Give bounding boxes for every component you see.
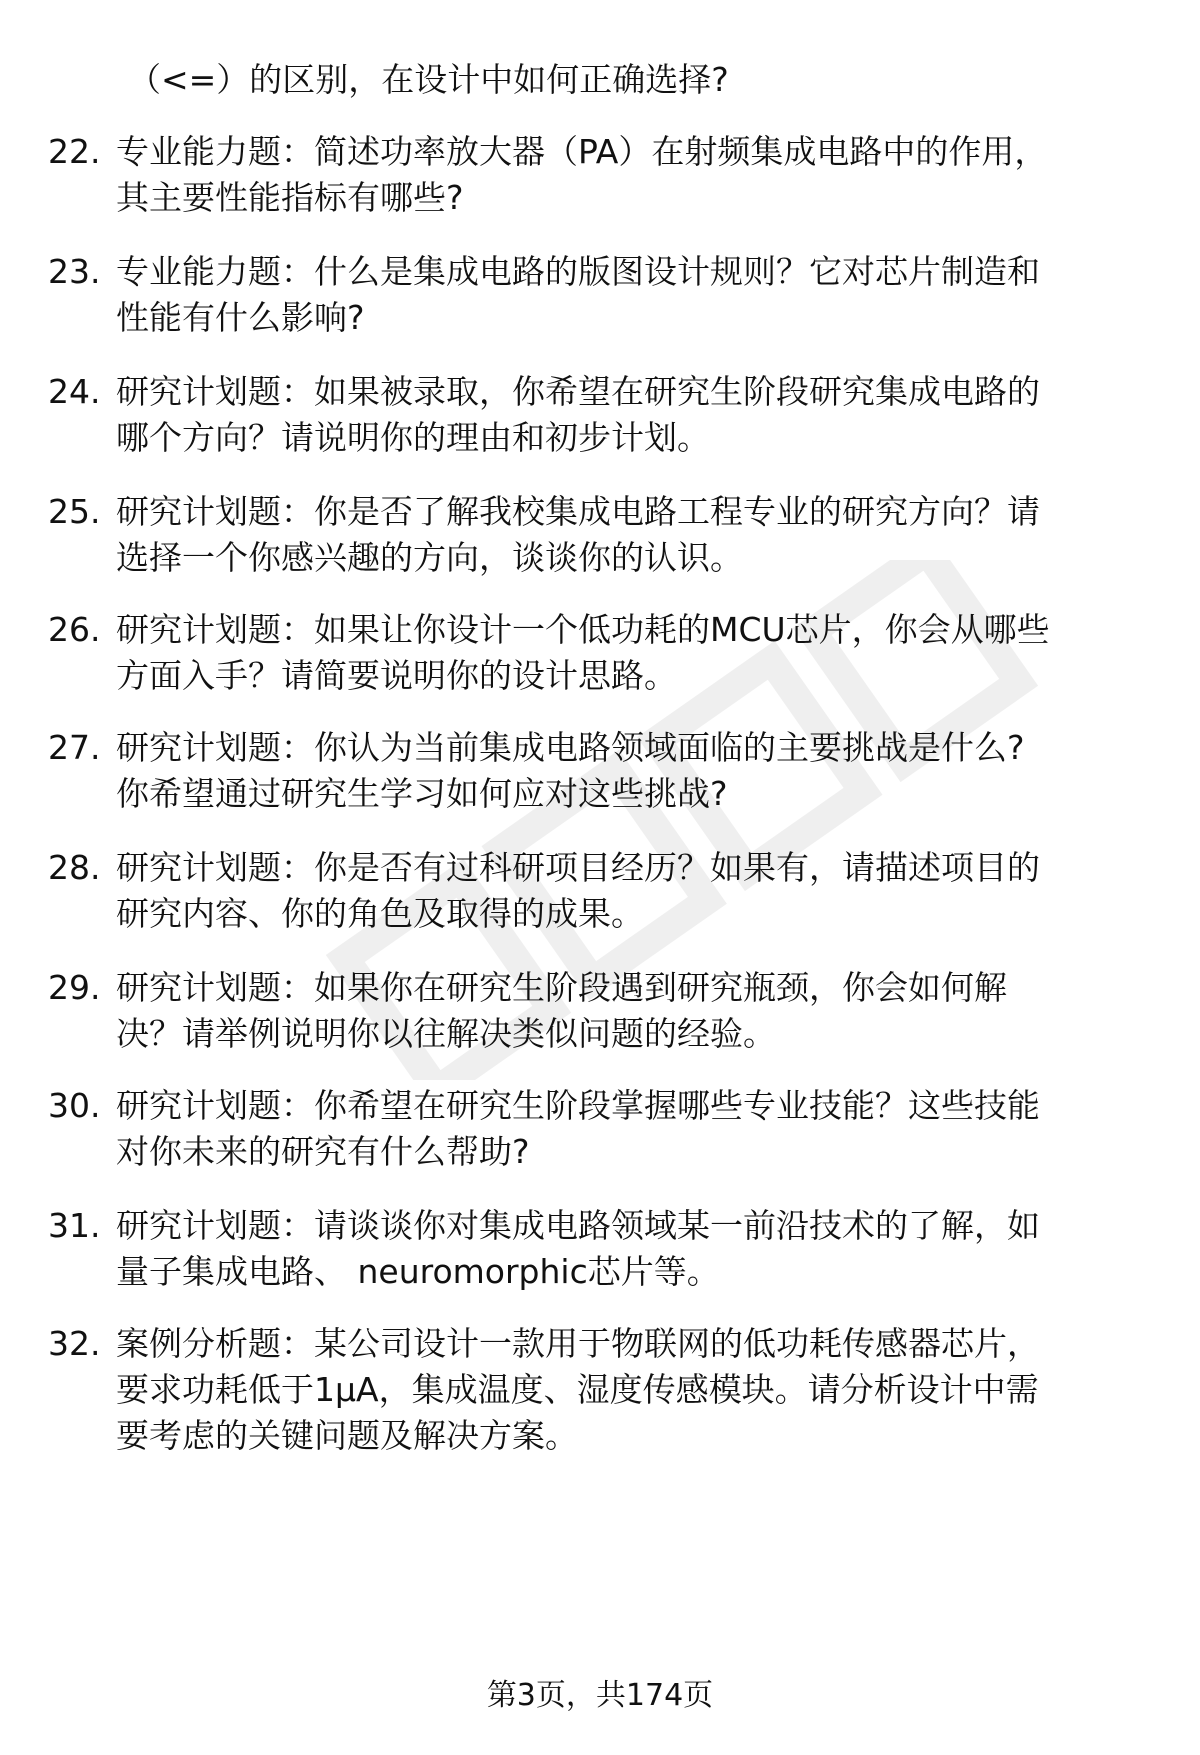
question-line-1: 研究计划题：你认为当前集成电路领域面临的主要挑战是什么?: [116, 728, 1025, 767]
question-number: 30.: [48, 1086, 101, 1125]
question-line-2: 要求功耗低于1μA，集成温度、湿度传感模块。请分析设计中需: [116, 1370, 1039, 1409]
question-number: 27.: [48, 728, 101, 767]
question-number: 22.: [48, 132, 101, 171]
continuation-line: （<=）的区别，在设计中如何正确选择?: [128, 60, 729, 99]
question-item: [0, 246, 1200, 356]
question-number: 31.: [48, 1206, 101, 1245]
question-item: [0, 126, 1200, 236]
page-footer: 第3页，共174页: [486, 1678, 714, 1713]
question-item: [0, 962, 1200, 1072]
question-line-2: 其主要性能指标有哪些?: [116, 178, 464, 217]
question-item: [0, 604, 1200, 714]
question-number: 25.: [48, 492, 101, 531]
question-number: 26.: [48, 610, 101, 649]
question-line-1: 研究计划题：你希望在研究生阶段掌握哪些专业技能？这些技能: [116, 1086, 1040, 1125]
question-line-2: 决？请举例说明你以往解决类似问题的经验。: [116, 1014, 776, 1053]
question-number: 28.: [48, 848, 101, 887]
question-line-1: 研究计划题：如果让你设计一个低功耗的MCU芯片，你会从哪些: [116, 610, 1050, 649]
question-number: 23.: [48, 252, 101, 291]
question-item: [0, 722, 1200, 832]
question-item: [0, 1318, 1200, 1478]
question-item: [0, 842, 1200, 952]
question-line-1: 专业能力题：什么是集成电路的版图设计规则？它对芯片制造和: [116, 252, 1040, 291]
question-line-2: 你希望通过研究生学习如何应对这些挑战?: [116, 774, 728, 813]
question-item: [0, 486, 1200, 596]
question-number: 24.: [48, 372, 101, 411]
question-item: [0, 1080, 1200, 1190]
question-line-1: 案例分析题：某公司设计一款用于物联网的低功耗传感器芯片，: [116, 1324, 1040, 1363]
question-line-1: 研究计划题：你是否了解我校集成电路工程专业的研究方向？请: [116, 492, 1040, 531]
question-line-2: 选择一个你感兴趣的方向，谈谈你的认识。: [116, 538, 743, 577]
question-line-3: 要考虑的关键问题及解决方案。: [116, 1416, 578, 1455]
question-item: [0, 366, 1200, 476]
question-line-2: 对你未来的研究有什么帮助?: [116, 1132, 530, 1171]
question-line-1: 研究计划题：如果被录取，你希望在研究生阶段研究集成电路的: [116, 372, 1040, 411]
question-line-1: 研究计划题：如果你在研究生阶段遇到研究瓶颈，你会如何解: [116, 968, 1007, 1007]
question-line-1: 研究计划题：请谈谈你对集成电路领域某一前沿技术的了解，如: [116, 1206, 1040, 1245]
question-line-2: 哪个方向？请说明你的理由和初步计划。: [116, 418, 710, 457]
question-item: [0, 1200, 1200, 1310]
question-line-2: 研究内容、你的角色及取得的成果。: [116, 894, 644, 933]
question-number: 32.: [48, 1324, 101, 1363]
question-line-2: 方面入手？请简要说明你的设计思路。: [116, 656, 677, 695]
question-line-2: 性能有什么影响?: [116, 298, 365, 337]
question-line-1: 研究计划题：你是否有过科研项目经历？如果有，请描述项目的: [116, 848, 1040, 887]
question-number: 29.: [48, 968, 101, 1007]
question-line-1: 专业能力题：简述功率放大器（PA）在射频集成电路中的作用，: [116, 132, 1048, 171]
question-line-2: 量子集成电路、 neuromorphic芯片等。: [116, 1252, 720, 1291]
